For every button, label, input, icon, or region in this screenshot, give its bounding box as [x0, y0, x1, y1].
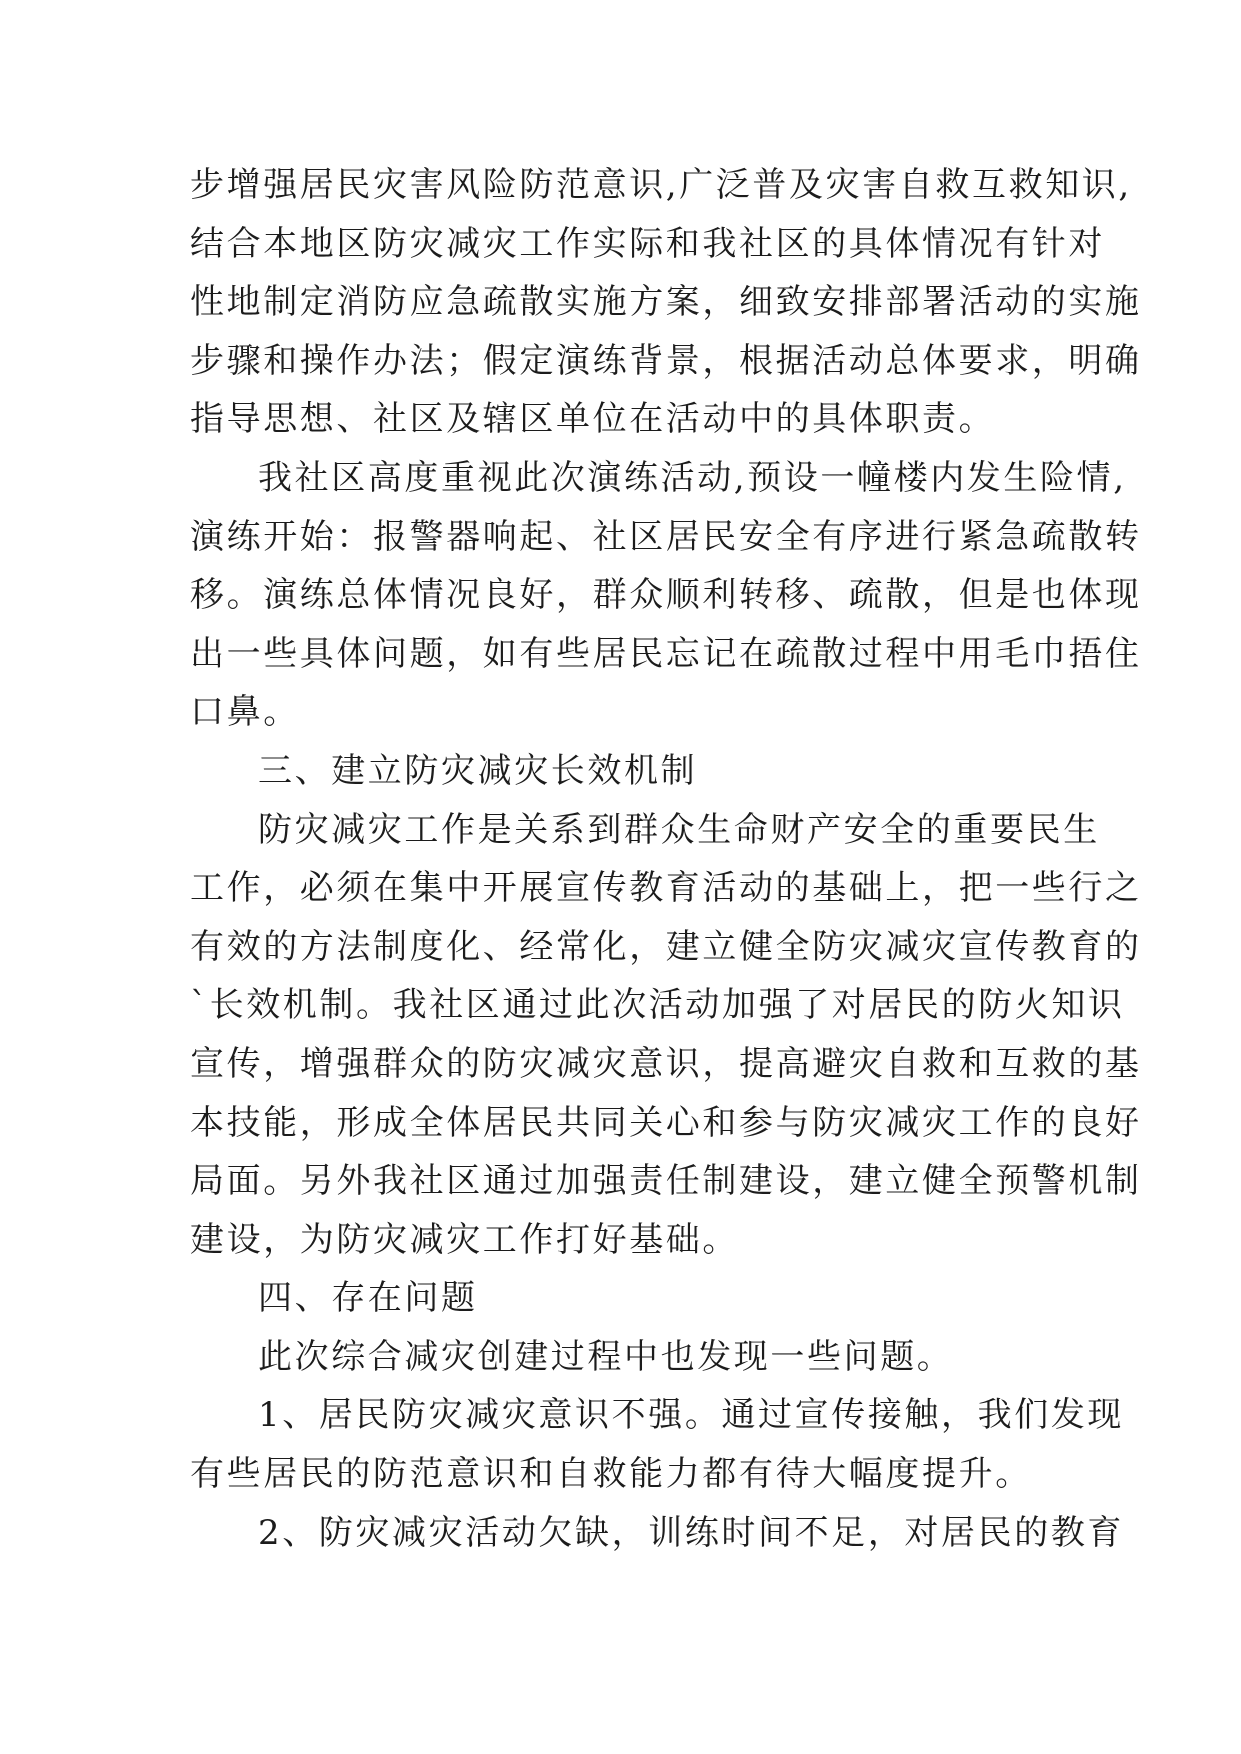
text-line: 结合本地区防灾减灾工作实际和我社区的具体情况有针对 — [190, 223, 1105, 264]
text-line: 步增强居民灾害风险防范意识,广泛普及灾害自救互救知识, — [190, 165, 1132, 205]
text-line: 工作，必须在集中开展宣传教育活动的基础上，把一些行之 — [190, 868, 1142, 909]
list-item: 2、防灾减灾活动欠缺，训练时间不足，对居民的教育 — [258, 1512, 1125, 1553]
text-line: 演练开始：报警器响起、社区居民安全有序进行紧急疏散转 — [190, 516, 1142, 557]
section-heading: 四、存在问题 — [258, 1278, 478, 1319]
text-line: 步骤和操作办法；假定演练背景，根据活动总体要求，明确 — [190, 340, 1142, 381]
text-line: 有效的方法制度化、经常化，建立健全防灾减灾宣传教育的 — [190, 926, 1142, 967]
text-line: 本技能，形成全体居民共同关心和参与防灾减灾工作的良好 — [190, 1102, 1142, 1143]
text-line: 建设，为防灾减灾工作打好基础。 — [190, 1219, 739, 1260]
text-line: 指导思想、社区及辖区单位在活动中的具体职责。 — [190, 399, 996, 440]
text-line: 防灾减灾工作是关系到群众生命财产安全的重要民生 — [258, 809, 1100, 850]
text-line: 口鼻。 — [190, 692, 300, 733]
text-line: 出一些具体问题，如有些居民忘记在疏散过程中用毛巾捂住 — [190, 633, 1142, 674]
text-line: 局面。另外我社区通过加强责任制建设，建立健全预警机制 — [190, 1161, 1142, 1202]
text-line: 我社区高度重视此次演练活动,预设一幢楼内发生险情, — [258, 457, 1127, 498]
text-line: 有些居民的防范意识和自救能力都有待大幅度提升。 — [190, 1454, 1032, 1495]
text-line: 宣传，增强群众的防灾减灾意识，提高避灾自救和互救的基 — [190, 1043, 1142, 1084]
body-text — [190, 156, 1142, 1562]
text-line: 此次综合减灾创建过程中也发现一些问题。 — [258, 1336, 954, 1377]
section-heading: 三、建立防灾减灾长效机制 — [258, 750, 698, 791]
text-line: 移。演练总体情况良好，群众顺利转移、疏散，但是也体现 — [190, 575, 1142, 616]
list-item: 1、居民防灾减灾意识不强。通过宣传接触，我们发现 — [258, 1395, 1125, 1436]
text-line: 性地制定消防应急疏散实施方案，细致安排部署活动的实施 — [190, 282, 1142, 323]
text-line: `长效机制。我社区通过此次活动加强了对居民的防火知识 — [190, 985, 1125, 1026]
